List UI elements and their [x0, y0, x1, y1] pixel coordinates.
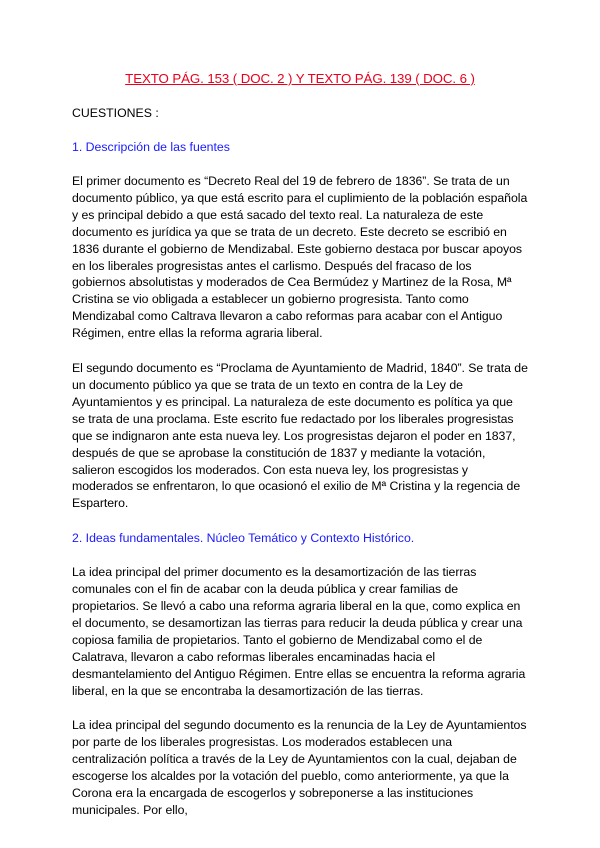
paragraph-segundo-documento: El segundo documento es “Proclama de Ayuntamiento de Madrid, 1840”. Se trata de un documento público ya que se trata de un texto en contra de la Ley de Ayuntamientos y es principal. La naturaleza de este documento es política ya que se trata de una proclama. Este escrito fue redactado por los liberales progresistas que se indignaron ante esta nueva ley. Los progresistas dejaron el poder en 1837, después de que se aprobase la constitución de 1837 y mediante la votación, salieron escogidos los moderados. Con esta nueva ley, los progresistas y moderados se enfrentaron, lo que ocasionó el exilio de Mª Cristina y la regencia de Espartero. [72, 361, 528, 511]
cuestiones-label: CUESTIONES : [72, 106, 159, 120]
paragraph-idea-segundo-documento: La idea principal del segundo documento es la renuncia de la Ley de Ayuntamientos por parte de los liberales progresistas. Los moderados establecen una centralización política a través de la Ley de Ayuntamientos con la cual, dejaban de escogerse los alcaldes por la votación del pueblo, como anteriormente, ya que la Corona era la encargada de escogerlos y sobreponerse a las instituciones municipales. Por ello, [72, 718, 527, 817]
section-heading-ideas: 2. Ideas fundamentales. Núcleo Temático y Contexto Histórico. [72, 531, 415, 546]
paragraph-primer-documento: El primer documento es “Decreto Real del 19 de febrero de 1836”. Se trata de un documento público, ya que está escrito para el cuplimiento de la población española y es principal debido a que está sacado del texto real. La naturaleza de este documento es jurídica ya que se trata de un decreto. Este decreto se escribió en 1836 durante el gobierno de Mendizabal. Este gobierno destaca por buscar apoyos en los liberales progresistas antes el carlismo. Después del fracaso de los gobiernos absolutistas y moderados de Cea Bermúdez y Martinez de la Rosa, Mª Cristina se vio obligada a establecer un gobierno progresista. Tanto como Mendizabal como Caltrava llevaron a cabo reformas para acabar con el Antiguo Régimen, entre ellas la reforma agraria liberal. [72, 174, 528, 341]
document-title: TEXTO PÁG. 153 ( DOC. 2 ) Y TEXTO PÁG. 139 ( DOC. 6 ) [125, 71, 475, 86]
section-heading-descripcion: 1. Descripción de las fuentes [72, 140, 230, 154]
paragraph-idea-primer-documento: La idea principal del primer documento es la desamortización de las tierras comunales con el fin de acabar con la deuda pública y crear familias de propietarios. Se llevó a cabo una reforma agraria liberal en la que, como explica en el documento, se desamortizan las tierras para reducir la deuda pública y crear una copiosa familia de propietarios. Tanto el gobierno de Mendizabal como el de Calatrava, llevaron a cabo reformas liberales encaminadas hacia el desmantelamiento del Antiguo Régimen. Entre ellas se encuentra la reforma agraria liberal, en la que se encontraba la desamortización de las tierras. [72, 565, 526, 698]
